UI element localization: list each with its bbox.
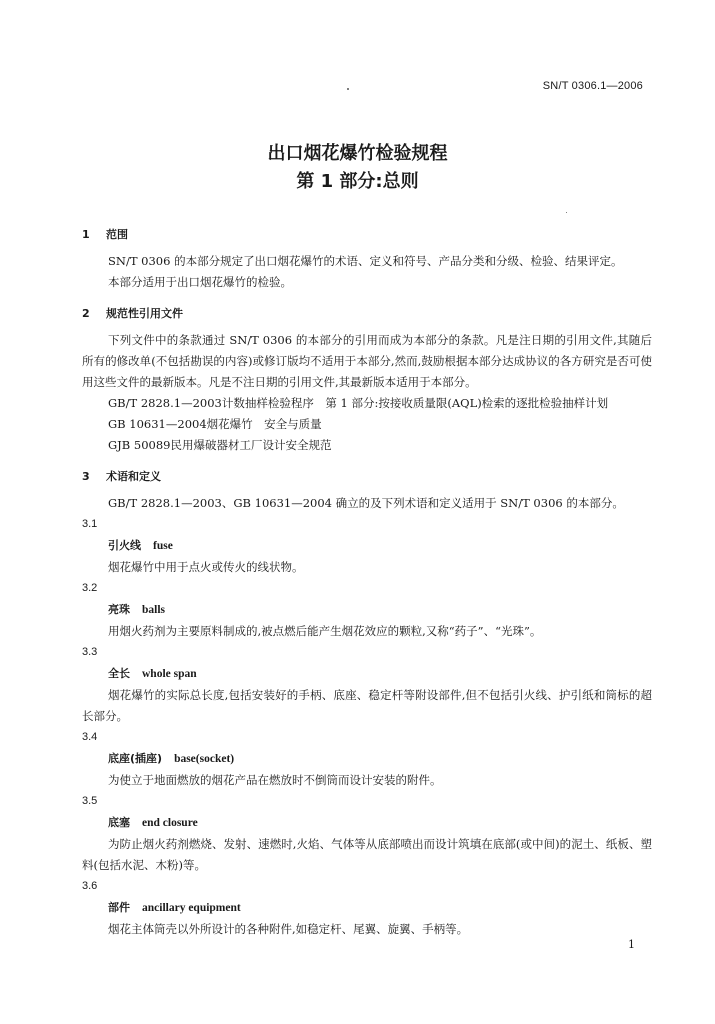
page-number: 1 [628,938,635,951]
reference-code: GB/T 2828.1—2003 [108,396,222,410]
term-definition: 烟花爆竹的实际总长度,包括安装好的手柄、底座、稳定杆等附设部件,但不包括引火线、护引纸和筒标的超长部分。 [82,688,652,723]
term-zh: 部件 [108,901,130,914]
clause-number: 3.1 [82,518,98,530]
clause-number: 3.5 [82,795,98,807]
section-heading-terms-definitions [82,466,652,487]
section-heading-scope [82,224,652,245]
section-heading-normative-references [82,303,652,324]
document-title: 出口烟花爆竹检验规程 [267,143,448,164]
scan-speck [347,88,349,90]
term-zh: 亮珠 [108,603,130,616]
paragraph: 下列文件中的条款通过 SN/T 0306 的本部分的引用而成为本部分的条款。凡是注日期的引用文件,其随后所有的修改单(不包括勘误的内容)或修订版均不适用于本部分,然而,鼓励根据本部分达成协议的各方研究是否可使用这些文件的最新版本。凡是不注日期的引用文件,其最新版本适用于本部分。 [82,333,652,389]
paragraph: GB/T 2828.1—2003、GB 10631—2004 确立的及下列术语和定义适用于 SN/T 0306 的本部分。 [108,496,624,510]
section-number: 1 [82,228,90,241]
standard-code: SN/T 0306.1—2006 [542,80,643,92]
term-en: fuse [153,540,173,552]
clause-number: 3.6 [82,880,98,892]
term-definition: 烟花主体筒壳以外所设计的各种附件,如稳定杆、尾翼、旋翼、手柄等。 [108,922,469,936]
document-body [82,224,652,940]
reference-code: GJB 50089 [108,438,171,452]
clause-number: 3.2 [82,582,98,594]
clause-number: 3.4 [82,731,98,743]
reference-item [82,393,652,414]
term-definition: 为使立于地面燃放的烟花产品在燃放时不倒筒而设计安装的附件。 [108,773,442,787]
reference-title: 计数抽样检验程序 第 1 部分:按接收质量限(AQL)检索的逐批检验抽样计划 [221,396,609,410]
term-entry [82,599,652,621]
term-en: whole span [142,668,197,680]
section-title: 规范性引用文件 [106,307,183,320]
term-entry [82,663,652,685]
term-zh: 底塞 [108,816,130,829]
clause-number: 3.3 [82,646,98,658]
term-en: base(socket) [174,753,235,765]
term-en: end closure [142,817,198,829]
term-entry [82,748,652,770]
term-zh: 全长 [108,667,130,680]
term-definition: 用烟火药剂为主要原料制成的,被点燃后能产生烟花效应的颗粒,又称“药子”、“光珠”。 [108,624,542,638]
term-en: ancillary equipment [142,902,241,914]
scan-speck [566,212,567,213]
title-block [0,140,715,196]
term-entry [82,897,652,919]
section-number: 2 [82,307,90,320]
section-title: 范围 [106,228,128,241]
term-entry [82,535,652,557]
reference-title: 民用爆破器材工厂设计安全规范 [170,438,332,452]
term-definition: 烟花爆竹中用于点火或传火的线状物。 [108,560,304,574]
term-definition: 为防止烟火药剂燃烧、发射、速燃时,火焰、气体等从底部喷出而设计筑填在底部(或中间)的泥土、纸板、塑料(包括水泥、木粉)等。 [82,837,652,872]
reference-item [82,414,652,435]
term-entry [82,812,652,834]
section-title: 术语和定义 [106,470,161,483]
section-number: 3 [82,470,90,483]
document-subtitle: 第 1 部分:总则 [296,171,419,192]
term-zh: 引火线 [108,539,141,552]
reference-code: GB 10631—2004 [108,417,207,431]
reference-item [82,435,652,456]
reference-title: 烟花爆竹 安全与质量 [206,417,322,431]
term-zh: 底座(插座) [108,752,163,765]
paragraph: 本部分适用于出口烟花爆竹的检验。 [108,275,292,289]
term-en: balls [142,604,166,616]
paragraph: SN/T 0306 的本部分规定了出口烟花爆竹的术语、定义和符号、产品分类和分级、检验、结果评定。 [108,254,623,268]
